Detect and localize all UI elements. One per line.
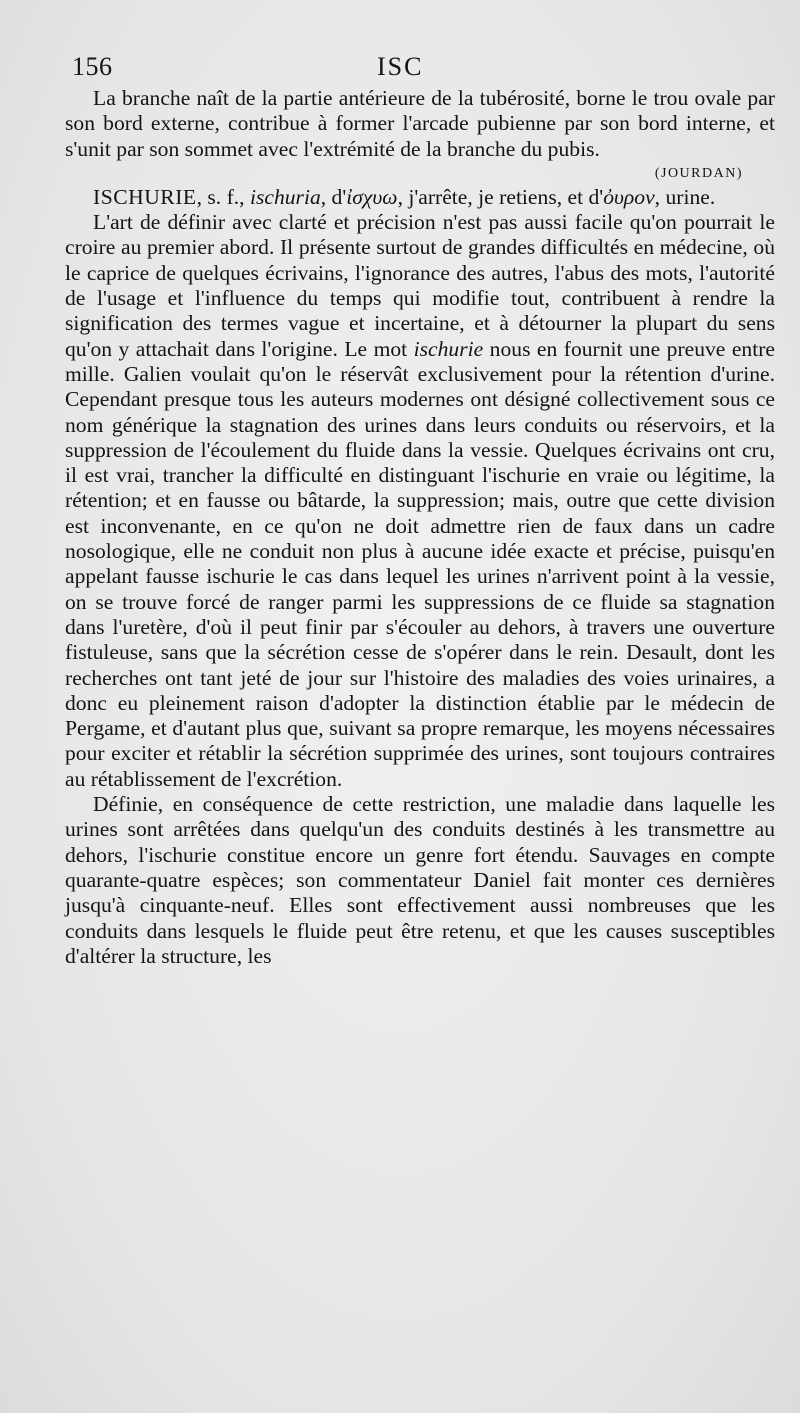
entry-latin-term: ischuria [249, 184, 321, 209]
entry-greek-word-2: ὀυρον [603, 184, 655, 209]
body-text [65, 86, 775, 969]
entry-etymology-1: , d' [320, 184, 347, 209]
entry-paragraph [65, 792, 775, 969]
page-header [72, 52, 772, 86]
paragraph-text: L'art de définir avec clarté et précision n'est pas aussi facile qu'on pourrait le croire au premier abord. Il présente surtout de grandes difficultés en médecine, où le caprice de quelques écrivains, l'ignorance des autres, l'abus des mots, l'autorité de l'usage et l'influence du temps qui modifie tout, contribuent à rendre la signification des termes vague et incertaine, et à détourner la plupart du sens qu'on y attachait dans l'origine. Le mot [65, 210, 775, 361]
paragraph-text-continued: nous en fournit une preuve entre mille. Galien voulait qu'on le réservât exclusivement pour la rétention d'urine. Cependant presque tous les auteurs modernes ont désigné collectivement sous ce nom générique la stagnation des urines dans leurs conduits ou réservoirs, et la suppression de l'écoulement du fluide dans la vessie. Quelques écrivains ont cru, il est vrai, trancher la difficulté en distinguant l'ischurie en vraie ou légitime, la rétention; et en fausse ou bâtarde, la suppression; mais, outre que cette division est inconvenante, en ce qu'on ne doit admettre rien de faux dans un cadre nosologique, elle ne conduit non plus à aucune idée exacte et précise, puisqu'en appelant fausse ischurie le cas dans lequel les urines n'arrivent point à la vessie, on se trouve forcé de ranger parmi les suppressions de ce fluide sa stagnation dans l'uretère, d'où il peut finir par s'écouler au dehors, à travers une ouverture fistuleuse, sans que la sécrétion cesse de s'opérer dans le rein. Desault, dont les recherches ont tant jeté de jour sur l'histoire des maladies des voies urinaires, a donc eu pleinement raison d'adopter la distinction établie par le médecin de Pergame, et d'autant plus que, suivant sa propre remarque, les moyens nécessaires pour exciter et rétablir la sécrétion supprimée des urines, sont toujours contraires au rétablissement de l'excrétion. [65, 336, 776, 791]
dictionary-entry [65, 185, 775, 969]
entry-etymology-3: , urine. [654, 184, 716, 209]
entry-headword: ISCHURIE [93, 184, 197, 209]
running-head: ISC [377, 52, 424, 81]
previous-entry-paragraph: La branche naît de la partie antérieure de la tubérosité, borne le trou ovale par son bord externe, contribue à former l'arcade pubienne par son bord interne, et s'unit par son sommet avec l'extrémité de la branche du pubis. [65, 86, 775, 161]
author-signature: (JOURDAN) [654, 165, 743, 181]
page-number: 156 [72, 52, 113, 81]
entry-etymology-2: , j'arrête, je retiens, et d' [397, 184, 604, 209]
entry-grammar: , s. f., [196, 184, 250, 209]
entry-definition-line [65, 185, 775, 210]
paragraph-italic-term: ischurie [413, 336, 484, 361]
paragraph-text: Définie, en conséquence de cette restriction, une maladie dans laquelle les urines sont arrêtées dans quelqu'un des conduits destinés à les transmettre au dehors, l'ischurie constitue encore un genre fort étendu. Sauvages en compte quarante-quatre espèces; son commentateur Daniel fait monter ces dernières jusqu'à cinquante-neuf. Elles sont effectivement aussi nombreuses que les conduits dans lesquels le fluide peut être retenu, et que les causes susceptibles d'altérer la structure, les [65, 792, 775, 968]
entry-greek-word-1: ἰσχυω [346, 184, 398, 209]
entry-paragraph [65, 210, 775, 792]
